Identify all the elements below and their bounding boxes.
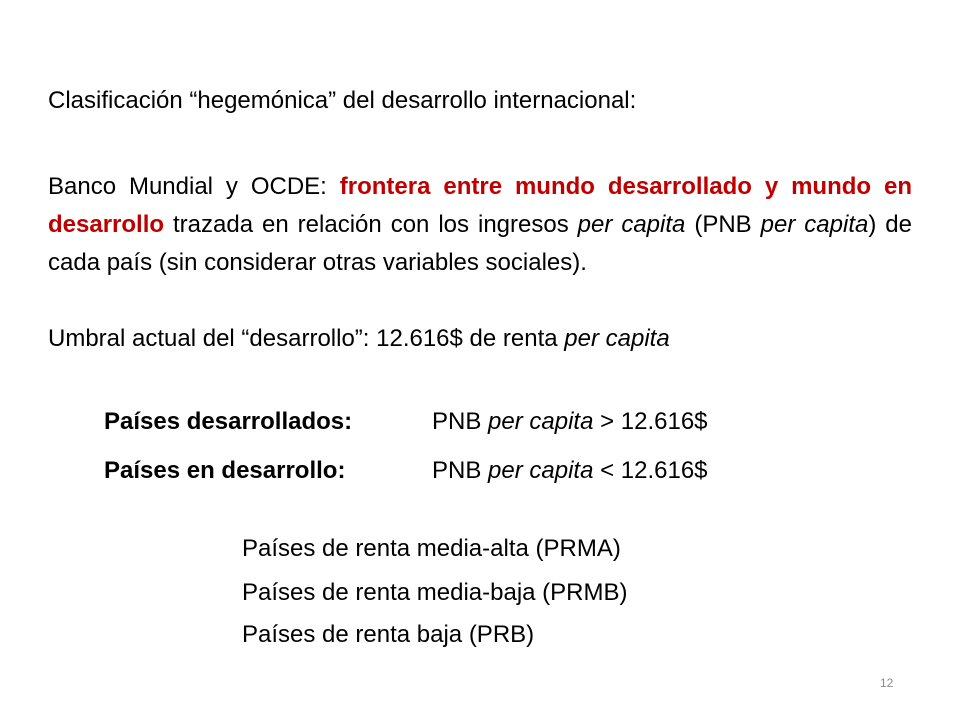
developed-italic: per capita (488, 408, 594, 435)
category-item: Países de renta media-baja (PRMB) (242, 579, 628, 606)
category-item: Países de renta baja (PRB) (242, 621, 535, 648)
developed-comparison: > 12.616$ (593, 408, 708, 435)
paragraph-suffix: ) de cada país (sin considerar otras variables sociales). (48, 211, 912, 276)
developing-value (432, 454, 708, 488)
developing-italic: per capita (488, 457, 594, 484)
paragraph-mid-2: (PNB (685, 211, 761, 238)
paragraph-italic-1: per capita (577, 211, 686, 238)
threshold-line (48, 322, 670, 356)
page-number: 12 (880, 676, 894, 690)
developed-pnb: PNB (432, 408, 489, 435)
developing-comparison: < 12.616$ (593, 457, 708, 484)
developing-pnb: PNB (432, 457, 489, 484)
paragraph-italic-2: per capita (760, 211, 869, 238)
developing-label: Países en desarrollo: (104, 457, 346, 484)
paragraph-mid-1: trazada en relación con los ingresos (164, 211, 578, 238)
paragraph-prefix: Banco Mundial y OCDE: (48, 173, 340, 200)
heading: Clasificación “hegemónica” del desarrollo internacional: (48, 87, 637, 114)
threshold-text: Umbral actual del “desarrollo”: 12.616$ de renta (48, 325, 565, 352)
paragraph-highlight: frontera entre mundo desarrollado y mundo en desarrollo (48, 173, 912, 238)
developed-value (432, 405, 708, 439)
paragraph-world-bank (48, 168, 912, 282)
threshold-italic: per capita (564, 325, 670, 352)
developed-label: Países desarrollados: (104, 408, 353, 435)
category-item: Países de renta media-alta (PRMA) (242, 535, 621, 562)
